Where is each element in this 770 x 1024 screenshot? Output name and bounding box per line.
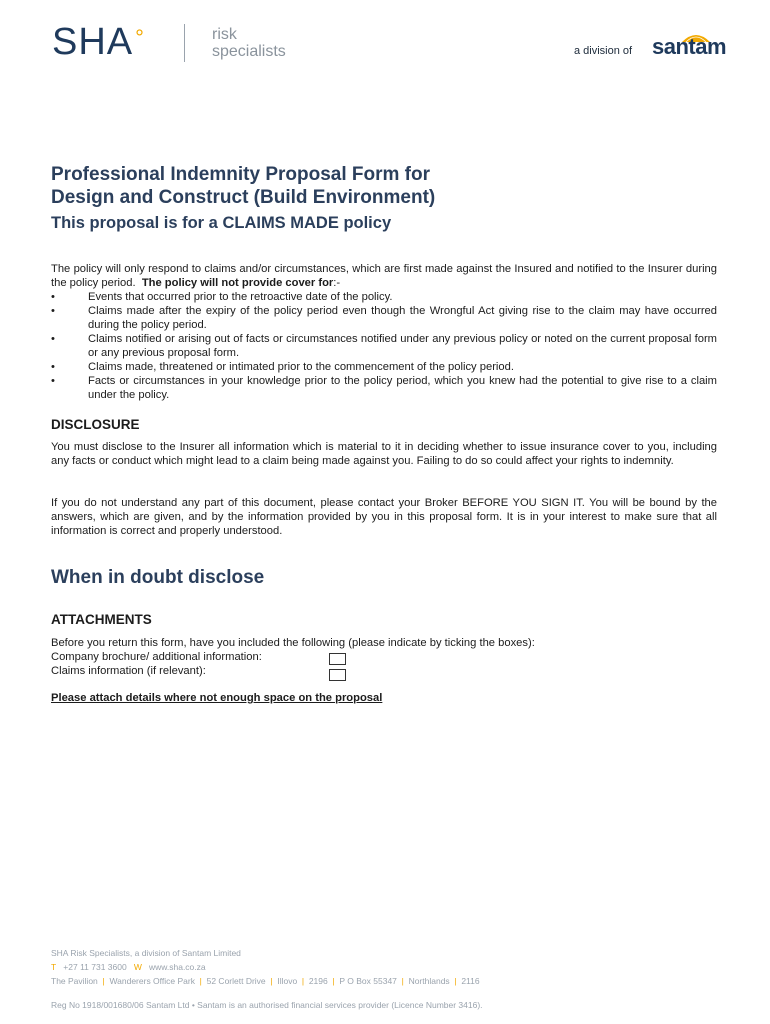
sha-logo (52, 22, 143, 62)
doubt-heading: When in doubt disclose (51, 567, 265, 588)
list-item (51, 290, 717, 304)
phone-label: T (51, 962, 57, 972)
bullet-icon: • (51, 361, 55, 373)
intro-bold-text: The policy will not provide cover for (141, 277, 334, 289)
web-label: W (133, 962, 142, 972)
list-item (51, 360, 717, 374)
bullet-icon: • (51, 305, 55, 317)
footer-address: The Pavilion | Wanderers Office Park | 52 Corlett Drive | Illovo | 2196 | P O Box 55347 | Northlands | 2116 (51, 976, 480, 986)
page-subtitle: This proposal is for a CLAIMS MADE policy (51, 214, 392, 232)
footer-company: SHA Risk Specialists, a division of Santam Limited (51, 948, 241, 958)
exclusions-list (51, 290, 717, 402)
address-part: 2116 (461, 976, 480, 986)
footer-registration: Reg No 1918/001680/06 Santam Ltd • Santam is an authorised financial services provider (Licence Number 3416). (51, 1000, 483, 1010)
list-item-text: Claims made, threatened or intimated prior to the commencement of the policy period. (88, 361, 514, 373)
intro-suffix: :- (333, 277, 341, 289)
claims-checkbox[interactable] (329, 669, 346, 681)
brand-line-2: specialists (212, 43, 286, 60)
list-item-text: Claims notified or arising out of facts or circumstances notified under any previous policy or noted on the current proposal form or any previous proposal form. (88, 333, 717, 359)
bullet-icon: • (51, 333, 55, 345)
degree-icon: ° (135, 25, 145, 50)
sha-logo-text: SHA (52, 21, 134, 63)
web-link[interactable]: www.sha.co.za (148, 962, 206, 972)
brochure-checkbox[interactable] (329, 653, 346, 665)
intro-text: The policy will only respond to claims and/or circumstances, which are first made against the Insured and notified to the Insurer during the policy period. (51, 263, 717, 289)
division-text: a division of (574, 45, 633, 57)
list-item (51, 374, 717, 402)
disclosure-paragraph-2: If you do not understand any part of this document, please contact your Broker BEFORE YOU SIGN IT. You will be bound by the answers, which are given, and by the information provided by you in this proposal form. It is in your interest to make sure that all information is correct and properly understood. (51, 497, 717, 537)
address-part: 2196 (308, 976, 328, 986)
attachment-label-brochure: Company brochure/ additional information: (51, 651, 262, 663)
brand-subtitle (212, 26, 286, 60)
address-part: The Pavilion (51, 976, 98, 986)
title-line-1: Professional Indemnity Proposal Form for (51, 164, 431, 185)
attachment-label-claims: Claims information (if relevant): (51, 665, 206, 677)
list-item (51, 304, 717, 332)
bullet-icon: • (51, 375, 55, 387)
attach-note: Please attach details where not enough space on the proposal (51, 692, 383, 704)
footer-contact (51, 962, 206, 973)
disclosure-paragraph-1: You must disclose to the Insurer all information which is material to it in deciding whether to issue insurance cover to you, including any facts or conduct which might lead to a claim being made against you. Failing to do so could affect your rights to indemnity. (51, 441, 717, 467)
intro-paragraph (51, 262, 717, 290)
santam-logo-text: santam (652, 34, 727, 59)
list-item-text: Claims made after the expiry of the policy period even though the Wrongful Act giving rise to the claim may have occurred during the policy period. (88, 305, 717, 331)
attachments-intro: Before you return this form, have you included the following (please indicate by ticking the boxes): (51, 637, 535, 649)
address-part: Wanderers Office Park (109, 976, 195, 986)
disclosure-heading: DISCLOSURE (51, 417, 140, 432)
list-item-text: Facts or circumstances in your knowledge prior to the policy period, which you knew had the potential to give rise to a claim under the policy. (88, 375, 717, 401)
brand-line-1: risk (212, 26, 237, 43)
page-title (51, 163, 435, 209)
bullet-icon: • (51, 291, 55, 303)
address-part: Illovo (277, 976, 298, 986)
list-item-text: Events that occurred prior to the retroactive date of the policy. (88, 291, 393, 303)
phone-number: +27 11 731 3600 (63, 962, 127, 972)
title-line-2: Design and Construct (Build Environment) (51, 187, 436, 208)
list-item (51, 332, 717, 360)
address-part: Northlands (408, 976, 450, 986)
logo-divider (184, 24, 185, 62)
address-part: P O Box 55347 (339, 976, 397, 986)
address-part: 52 Corlett Drive (206, 976, 266, 986)
attachments-heading: ATTACHMENTS (51, 612, 152, 627)
